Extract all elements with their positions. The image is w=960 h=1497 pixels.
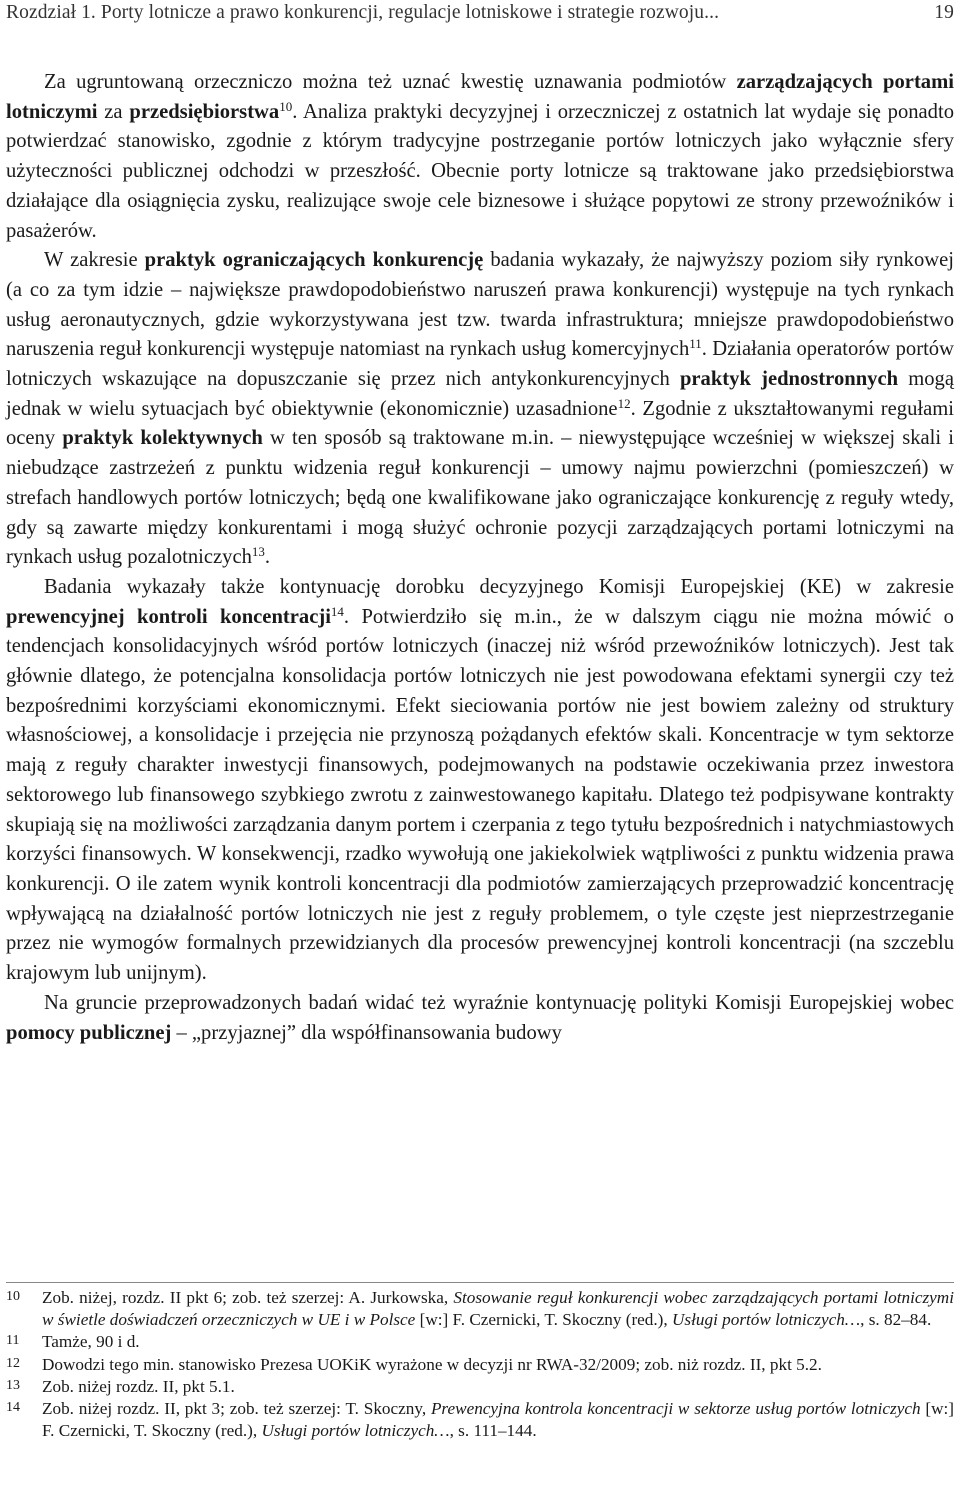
text-run: za bbox=[97, 100, 130, 123]
footnote-ref: 13 bbox=[251, 544, 265, 560]
page-number: 19 bbox=[934, 2, 954, 23]
footnotes bbox=[6, 1287, 954, 1442]
paragraph bbox=[6, 246, 954, 573]
bold-term: przedsiębiorstwa bbox=[129, 100, 280, 123]
footnote-divider bbox=[6, 1282, 954, 1283]
main-text bbox=[6, 68, 954, 1048]
footnote bbox=[6, 1287, 954, 1331]
footnote-number: 13 bbox=[6, 1377, 20, 1393]
text-run: . Analiza praktyki decyzyjnej i orzeczniczej z ostatnich lat wydaje się ponadto potwierdzać stanowisko, zgodnie z którym tradycyjne postrzeganie portów lotniczych jako wyłącznie sfery użyteczności publicznej odchodzi w przeszłość. Obecnie porty lotnicze są traktowane jako przedsiębiorstwa działające dla osiągnięcia zysku, realizujące swoje cele biznesowe i służące popytowi ze strony przewoźników i pasażerów. bbox=[6, 100, 954, 242]
text-run: . bbox=[264, 546, 271, 569]
footnote bbox=[6, 1331, 954, 1353]
italic-title: Usługi portów lotniczych… bbox=[672, 1310, 861, 1330]
text-run: W zakresie bbox=[44, 249, 145, 272]
running-title: Rozdział 1. Porty lotnicze a prawo konkurencji, regulacje lotniskowe i strategie rozwoju... bbox=[6, 2, 720, 23]
footnote-ref: 11 bbox=[689, 336, 702, 352]
text-run: . Zgodnie z ukształtowanymi regułami oceny bbox=[6, 397, 954, 450]
bold-term: praktyk ograniczających konkurencję bbox=[144, 249, 484, 272]
text-run: Na gruncie przeprowadzonych badań widać też wyraźnie kontynuację polityki Komisji Europejskiej wobec bbox=[44, 991, 954, 1014]
italic-title: Usługi portów lotniczych… bbox=[261, 1421, 450, 1441]
bold-term: zarządzających portami lotniczymi bbox=[6, 71, 954, 123]
bold-term: pomocy publicznej bbox=[6, 1021, 172, 1044]
text-run: badania wykazały, że najwyższy poziom siły rynkowej (a co za tym idzie – największe prawdopodobieństwo naruszeń prawa konkurencji) występuje na tych rynkach usług aeronautycznych, gdzie wykorzystywana jest tzw. twarda infrastruktura; mniejsze prawdopodobieństwo naruszenia reguł konkurencji występuje natomiast na rynkach usług komercyjnych bbox=[6, 249, 954, 361]
footnote-number: 10 bbox=[6, 1289, 20, 1304]
footnote-ref: 14 bbox=[330, 603, 344, 619]
bold-term: prewencyjnej kontroli koncentracji bbox=[6, 605, 331, 628]
text-run: , s. 82–84. bbox=[860, 1310, 932, 1330]
text-run: , s. 111–144. bbox=[449, 1421, 537, 1441]
bold-term: praktyk jednostronnych bbox=[679, 368, 899, 391]
footnote bbox=[6, 1354, 954, 1376]
footnote-number: 12 bbox=[6, 1355, 20, 1371]
paragraph bbox=[6, 989, 954, 1048]
italic-title: Stosowanie reguł konkurencji wobec zarządzających portami lotniczymi w świetle doświadczeń orzeczniczych w UE i w Polsce bbox=[42, 1288, 954, 1330]
text-run: Tamże, 90 i d. bbox=[42, 1332, 140, 1352]
paragraph bbox=[6, 573, 954, 989]
text-run: . Potwierdziło się m.in., że w dalszym ciągu nie można mówić o tendencjach konsolidacyjnych wśród portów lotniczych (inaczej niż wśród przewoźników lotniczych). Jest tak głównie dlatego, że potencjalna konsolidacja portów lotniczych nie jest powodowana efektami synergii czy też bezpośrednimi korzyściami ekonomicznymi. Efekt sieciowania portów nie jest bowiem zależny od struktury własnościowej, a konsolidacje i przejęcia nie przynoszą pożądanych efektów skali. Koncentracje w tym sektorze mają z reguły charakter inwestycji finansowych, podejmowanych na podstawie oczekiwania przez inwestora sektorowego lub finansowego szybkiego zwrotu z zainwestowanego kapitału. Dlatego też podpisywane kontrakty skupiają się na możliwości zarządzania danym portem i czerpania z tego tytułu bezpośrednich i natychmiastowych korzyści finansowych. W konsekwencji, rzadko wywołują one jakiekolwiek wątpliwości z punktu widzenia prawa konkurencji. O ile zatem wynik kontroli koncentracji dla podmiotów zamierzających przeprowadzić koncentrację wpływającą na działalność portów lotniczych nie jest z reguły problemem, o tyle częste jest nieprzestrzeganie przez nie wymogów formalnych przewidzianych dla procesów prewencyjnej kontroli koncentracji (na szczeblu krajowym lub unijnym). bbox=[6, 605, 954, 985]
footnote-ref: 10 bbox=[279, 98, 293, 114]
text-run: w ten sposób są traktowane m.in. – niewystępujące wcześniej w większej skali i niebudzące zastrzeżeń z punktu widzenia reguł konkurencji – umowy najmu powierzchni (pomieszczeń) w strefach handlowych portów lotniczych; będą one kwalifikowane jako ograniczające konkurencję z reguły wtedy, gdy są zawarte między konkurentami i mogą służyć ochronie pozycji zarządzających portami lotniczymi na rynkach usług pozalotniczych bbox=[6, 427, 954, 569]
text-run: mogą jednak w wielu sytuacjach być obiektywnie (ekonomicznie) uzasadnione bbox=[6, 368, 954, 420]
paragraph bbox=[6, 68, 954, 246]
text-run: Zob. niżej, rozdz. II pkt 6; zob. też szerzej: A. Jurkowska, bbox=[42, 1288, 454, 1307]
italic-title: Prewencyjna kontrola koncentracji w sektorze usług portów lotniczych bbox=[430, 1399, 921, 1419]
text-run: Badania wykazały także kontynuację dorobku decyzyjnego Komisji Europejskiej (KE) w zakresie bbox=[44, 575, 954, 598]
footnote-ref: 12 bbox=[617, 395, 631, 411]
text-run: [w:] F. Czernicki, T. Skoczny (red.), bbox=[42, 1399, 954, 1441]
footnote-number: 11 bbox=[6, 1333, 20, 1349]
footnote bbox=[6, 1398, 954, 1442]
footnote bbox=[6, 1376, 954, 1398]
text-run: Dowodzi tego min. stanowisko Prezesa UOKiK wyrażone w decyzji nr RWA-32/2009; zob. niż rozdz. II, pkt 5.2. bbox=[42, 1354, 822, 1374]
text-run: Za ugruntowaną orzeczniczo można też uznać kwestię uznawania podmiotów bbox=[44, 71, 737, 93]
text-run: Zob. niżej rozdz. II, pkt 3; zob. też szerzej: T. Skoczny, bbox=[42, 1399, 431, 1419]
running-header bbox=[6, 0, 954, 32]
bold-term: praktyk kolektywnych bbox=[62, 427, 263, 450]
text-run: – „przyjaznej” dla współfinansowania budowy bbox=[171, 1021, 562, 1044]
text-run: . Działania operatorów portów lotniczych wskazujące na dopuszczanie się przez nich antykonkurencyjnych bbox=[6, 338, 954, 391]
footnote-number: 14 bbox=[6, 1400, 20, 1416]
text-run: Zob. niżej rozdz. II, pkt 5.1. bbox=[42, 1376, 235, 1396]
text-run: [w:] F. Czernicki, T. Skoczny (red.), bbox=[415, 1310, 672, 1330]
